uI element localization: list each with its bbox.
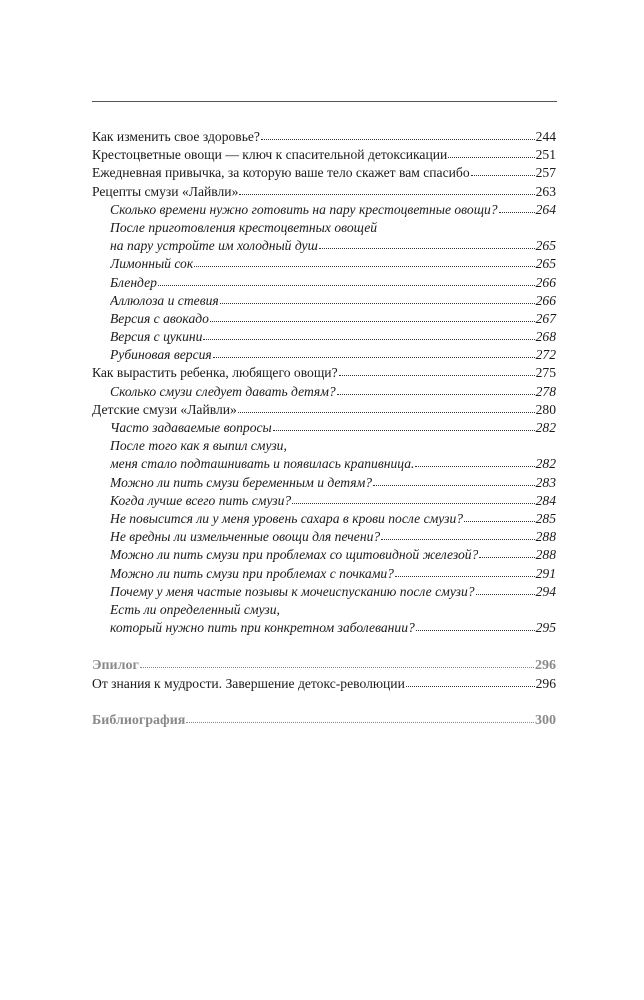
toc-entry-title: Блендер xyxy=(110,274,157,290)
toc-entry[interactable] xyxy=(92,183,556,201)
toc-entry-title: Можно ли пить смузи при проблемах со щитовидной железой? xyxy=(110,547,479,563)
toc-entry[interactable] xyxy=(92,492,556,510)
toc-entry[interactable] xyxy=(92,292,556,310)
toc-dot-leader xyxy=(261,139,535,140)
toc-page-number: 285 xyxy=(535,510,556,526)
toc-page-number: 251 xyxy=(535,147,556,163)
toc-entry[interactable] xyxy=(92,274,556,292)
toc-entry-title: Сколько времени нужно готовить на пару крестоцветные овощи? xyxy=(110,201,498,217)
toc-page-number: 288 xyxy=(535,529,556,545)
toc-entry-title: Часто задаваемые вопросы xyxy=(110,420,272,435)
toc-page-number: 300 xyxy=(535,712,556,728)
toc-entry[interactable] xyxy=(92,419,556,437)
toc-dot-leader xyxy=(471,175,535,176)
toc-page-number: 282 xyxy=(535,420,556,435)
toc-dot-leader xyxy=(213,357,535,358)
table-of-contents xyxy=(92,128,556,730)
toc-dot-leader xyxy=(292,503,534,504)
toc-entry-title: который нужно пить при конкретном заболевании? xyxy=(110,620,415,636)
toc-dot-leader xyxy=(158,285,535,286)
toc-dot-leader xyxy=(406,686,535,687)
toc-entry[interactable] xyxy=(92,146,556,164)
toc-entry[interactable] xyxy=(92,474,556,492)
toc-dot-leader xyxy=(381,539,534,540)
toc-entry-title: Можно ли пить смузи беременным и детям? xyxy=(110,474,373,490)
toc-page-number: 278 xyxy=(535,383,556,399)
toc-dot-leader xyxy=(140,667,534,668)
toc-dot-leader xyxy=(194,266,534,267)
toc-page-number: 295 xyxy=(535,620,556,636)
toc-dot-leader xyxy=(319,248,535,249)
toc-entry[interactable] xyxy=(92,437,556,455)
toc-entry[interactable] xyxy=(92,219,556,237)
toc-dot-leader xyxy=(499,212,535,213)
toc-dot-leader xyxy=(395,576,535,577)
toc-entry-title: Рецепты смузи «Лайвли» xyxy=(92,183,239,199)
toc-entry-title: Аллюлоза и стевия xyxy=(110,292,219,308)
toc-entry-title: Как изменить свое здоровье? xyxy=(92,129,260,144)
toc-entry[interactable] xyxy=(92,237,556,255)
toc-entry-title: Сколько смузи следует давать детям? xyxy=(110,383,336,399)
toc-entry[interactable] xyxy=(92,528,556,546)
header-rule xyxy=(92,101,557,102)
toc-entry-title: Можно ли пить смузи при проблемах с почками? xyxy=(110,565,394,581)
toc-entry-title: Версия с авокадо xyxy=(110,310,209,326)
toc-page-number: 263 xyxy=(535,183,556,199)
toc-page-number: 283 xyxy=(535,474,556,490)
toc-entry-title: Как вырастить ребенка, любящего овощи? xyxy=(92,365,338,381)
toc-dot-leader xyxy=(238,412,535,413)
toc-entry-title: Версия с цукини xyxy=(110,329,203,345)
section-gap xyxy=(92,637,556,657)
toc-dot-leader xyxy=(273,430,535,431)
toc-dot-leader xyxy=(337,394,535,395)
toc-entry[interactable] xyxy=(92,164,556,182)
toc-entry-title: После приготовления крестоцветных овощей xyxy=(110,219,378,235)
toc-section-heading[interactable] xyxy=(92,712,556,730)
toc-entry[interactable] xyxy=(92,583,556,601)
toc-entry-title: Детские смузи «Лайвли» xyxy=(92,401,237,417)
toc-page-number: 272 xyxy=(535,347,556,363)
toc-dot-leader xyxy=(339,375,535,376)
toc-entry-title: Библиография xyxy=(92,712,186,728)
toc-entry-title: Когда лучше всего пить смузи? xyxy=(110,492,292,508)
toc-page-number: 288 xyxy=(535,547,556,563)
toc-page-number: 244 xyxy=(535,129,556,144)
toc-page-number: 264 xyxy=(535,201,556,217)
toc-page-number: 275 xyxy=(535,365,556,381)
toc-entry-title: Лимонный сок xyxy=(110,256,194,272)
toc-entry[interactable] xyxy=(92,128,556,146)
toc-entry[interactable] xyxy=(92,619,556,637)
toc-entry[interactable] xyxy=(92,328,556,346)
toc-dot-leader xyxy=(239,194,534,195)
toc-dot-leader xyxy=(479,557,534,558)
toc-dot-leader xyxy=(476,594,535,595)
section-gap xyxy=(92,694,556,712)
toc-entry[interactable] xyxy=(92,201,556,219)
toc-dot-leader xyxy=(448,157,534,158)
toc-page-number: 265 xyxy=(535,238,556,254)
toc-entry-title: Не вредны ли измельченные овощи для печени? xyxy=(110,529,381,545)
toc-dot-leader xyxy=(210,321,535,322)
toc-entry-title: Крестоцветные овощи — ключ к спасительной детоксикации xyxy=(92,147,448,163)
toc-page-number: 268 xyxy=(535,329,556,345)
toc-dot-leader xyxy=(220,303,535,304)
toc-page-number: 296 xyxy=(535,676,556,692)
toc-entry[interactable] xyxy=(92,383,556,401)
toc-entry[interactable] xyxy=(92,255,556,273)
toc-entry-title: Почему у меня частые позывы к мочеиспусканию после смузи? xyxy=(110,583,475,599)
toc-page-number: 265 xyxy=(535,256,556,272)
toc-entry-title: Есть ли определенный смузи, xyxy=(110,601,280,617)
toc-page-number: 266 xyxy=(535,274,556,290)
toc-entry-title: Не повысится ли у меня уровень сахара в крови после смузи? xyxy=(110,510,464,526)
toc-entry-title: Рубиновая версия xyxy=(110,347,212,363)
toc-page-number: 291 xyxy=(535,565,556,581)
toc-entry-title: Эпилог xyxy=(92,658,139,674)
toc-page-number: 294 xyxy=(535,583,556,599)
toc-dot-leader xyxy=(416,630,535,631)
toc-entry[interactable] xyxy=(92,346,556,364)
toc-dot-leader xyxy=(203,339,534,340)
toc-entry-title: После того как я выпил смузи, xyxy=(110,438,287,454)
toc-entry-title: Ежедневная привычка, за которую ваше тело скажет вам спасибо xyxy=(92,165,470,181)
toc-entry[interactable] xyxy=(92,455,556,473)
toc-dot-leader xyxy=(464,521,535,522)
toc-entry[interactable] xyxy=(92,601,556,619)
toc-page-number: 267 xyxy=(535,310,556,326)
toc-entry[interactable] xyxy=(92,364,556,382)
toc-entry[interactable] xyxy=(92,546,556,564)
toc-page-number: 284 xyxy=(535,492,556,508)
toc-entry[interactable] xyxy=(92,401,556,419)
toc-entry-title: на пару устройте им холодный душ xyxy=(110,238,318,254)
toc-dot-leader xyxy=(373,485,535,486)
toc-entry[interactable] xyxy=(92,565,556,583)
toc-page-number: 280 xyxy=(535,401,556,417)
toc-entry-title: От знания к мудрости. Завершение детокс-революции xyxy=(92,676,405,692)
toc-entry[interactable] xyxy=(92,510,556,528)
toc-dot-leader xyxy=(415,466,534,467)
toc-entry[interactable] xyxy=(92,310,556,328)
toc-dot-leader xyxy=(186,722,534,723)
toc-page-number: 257 xyxy=(535,165,556,181)
toc-entry[interactable] xyxy=(92,675,556,693)
toc-entry-title: меня стало подташнивать и появилась крапивница. xyxy=(110,456,415,472)
toc-page-number: 266 xyxy=(535,292,556,308)
toc-page-number: 296 xyxy=(535,658,556,674)
toc-page-number: 282 xyxy=(535,456,556,472)
toc-section-heading[interactable] xyxy=(92,657,556,675)
